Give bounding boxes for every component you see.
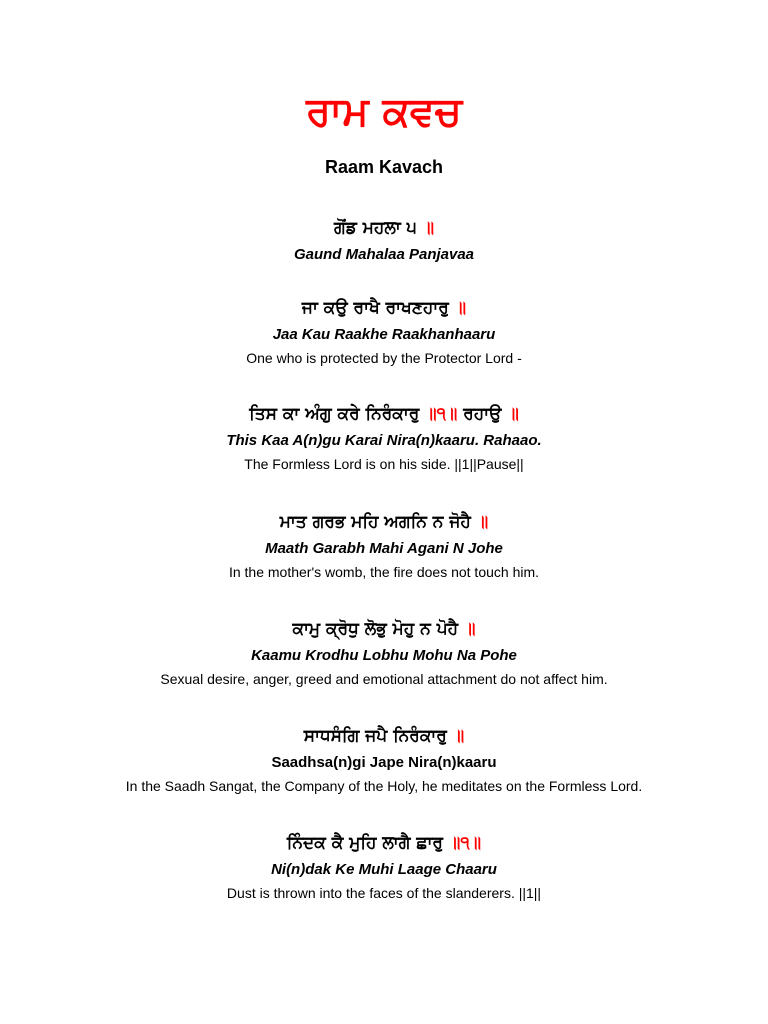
verse-mark: ॥੧॥ xyxy=(448,833,482,853)
verse-gurmukhi xyxy=(0,831,768,855)
verse-transliteration: Jaa Kau Raakhe Raakhanhaaru xyxy=(272,326,496,343)
verse-gurmukhi xyxy=(0,617,768,641)
verse-gurmukhi xyxy=(0,724,768,748)
verse-mark: ॥ xyxy=(452,726,465,746)
verse-gurmukhi-text: ਤਿਸ ਕਾ ਅੰਗੁ ਕਰੇ ਨਿਰੰਕਾਰੁ xyxy=(249,404,420,424)
verse-mark: ॥ xyxy=(507,404,519,424)
verse-transliteration: Maath Garabh Mahi Agani N Johe xyxy=(265,540,503,557)
verse-gurmukhi xyxy=(0,216,768,240)
verse-mark: ॥੧॥ xyxy=(425,404,458,424)
verse-translation: In the Saadh Sangat, the Company of the Holy, he meditates on the Formless Lord. xyxy=(125,778,643,794)
verse-translation: One who is protected by the Protector Lord - xyxy=(246,350,522,366)
verse-gurmukhi xyxy=(0,296,768,320)
verse-gurmukhi-text: ਸਾਧਸੰਗਿ ਜਪੈ ਨਿਰੰਕਾਰੁ xyxy=(303,726,447,746)
page-title-roman: Raam Kavach xyxy=(324,157,444,177)
verse-gurmukhi xyxy=(0,402,768,426)
verse-mark: ॥ xyxy=(454,298,467,318)
verse-gurmukhi-text: ਕਾਮੁ ਕ੍ਰੋਧੁ ਲੋਭੁ ਮੋਹੁ ਨ ਪੋਹੈ xyxy=(292,619,459,639)
verse-translation: Sexual desire, anger, greed and emotional attachment do not affect him. xyxy=(160,671,608,687)
verse-block xyxy=(0,617,768,688)
verse-transliteration: Gaund Mahalaa Panjavaa xyxy=(293,246,475,263)
verse-block xyxy=(0,510,768,581)
verse-transliteration: This Kaa A(n)gu Karai Nira(n)kaaru. Rahaao. xyxy=(226,432,542,449)
verse-mark: ॥ xyxy=(476,512,489,532)
verse-mark: ॥ xyxy=(422,218,435,238)
verse-block xyxy=(0,402,768,473)
verse-block xyxy=(0,296,768,367)
verse-block xyxy=(0,831,768,902)
verse-translation: In the mother's womb, the fire does not touch him. xyxy=(228,564,540,580)
verse-gurmukhi-rahaao: ਰਹਾਉ xyxy=(463,404,502,424)
verse-gurmukhi-text: ਨਿੰਦਕ ਕੈ ਮੁਹਿ ਲਾਗੈ ਛਾਰੁ xyxy=(286,833,443,853)
verse-transliteration: Saadhsa(n)gi Jape Nira(n)kaaru xyxy=(271,754,497,771)
verse-block xyxy=(0,216,768,264)
verse-transliteration: Kaamu Krodhu Lobhu Mohu Na Pohe xyxy=(251,647,517,664)
verse-mark: ॥ xyxy=(464,619,476,639)
verse-gurmukhi xyxy=(0,510,768,534)
verse-gurmukhi-text: ਮਾਤ ਗਰਭ ਮਹਿ ਅਗਨਿ ਨ ਜੋਹੈ xyxy=(279,512,471,532)
verse-translation: The Formless Lord is on his side. ||1||Pause|| xyxy=(244,456,524,472)
page-title-gurmukhi: ਰਾਮ ਕਵਚ xyxy=(306,89,462,135)
verse-transliteration: Ni(n)dak Ke Muhi Laage Chaaru xyxy=(271,861,497,878)
verse-translation: Dust is thrown into the faces of the slanderers. ||1|| xyxy=(226,885,542,901)
verse-gurmukhi-text: ਜਾ ਕਉ ਰਾਖੈ ਰਾਖਣਹਾਰੁ xyxy=(301,298,449,318)
verse-gurmukhi-text: ਗੋਂਡ ਮਹਲਾ ੫ xyxy=(333,218,417,238)
verse-block xyxy=(0,724,768,795)
